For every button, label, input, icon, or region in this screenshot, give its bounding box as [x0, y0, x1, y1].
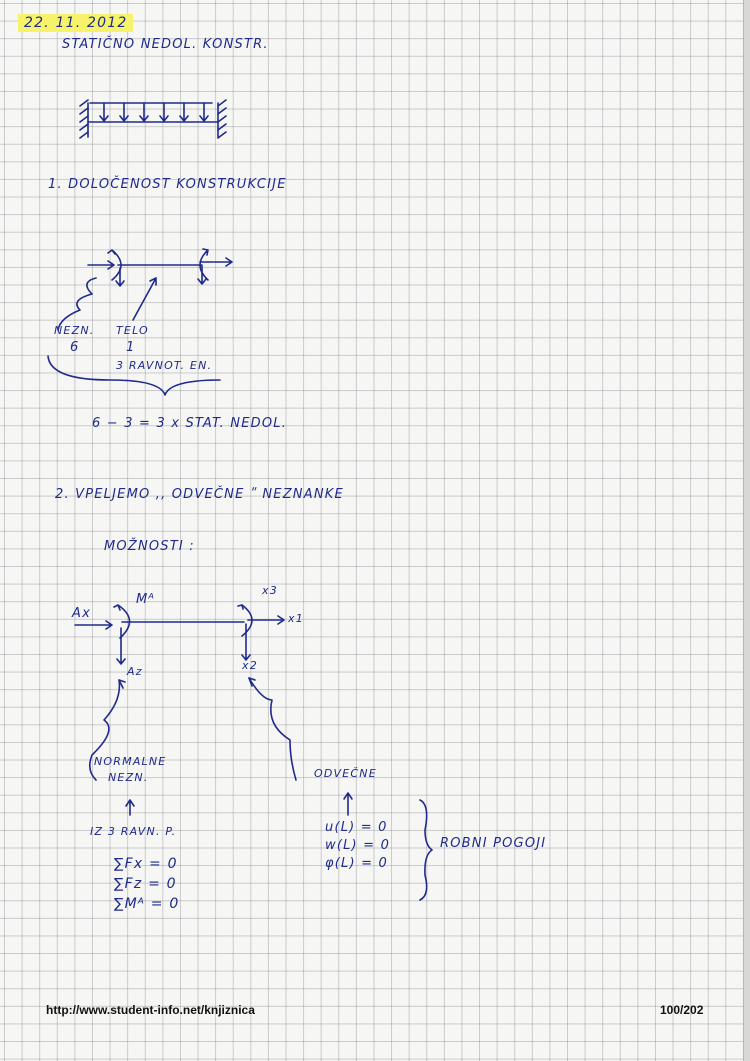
section2-heading: 2. VPELJEMO ‚‚ ODVEČNE ʺ NEZNANKE — [55, 487, 344, 502]
moznosti-label: MOŽNOSTI : — [104, 539, 195, 554]
fixed-beam-sketch — [80, 100, 226, 138]
label-x3: x3 — [262, 584, 278, 597]
page-title: STATIČNO NEDOL. KONSTR. — [62, 37, 269, 52]
determinacy-result: 6 − 3 = 3 x STAT. NEDOL. — [92, 416, 288, 431]
odvecne-label: ODVEČNE — [314, 767, 377, 780]
footer-url: http://www.student-info.net/knjiznica — [46, 1003, 255, 1017]
label-ravnot: 3 RAVNOT. EN. — [116, 359, 213, 372]
equation-ma: ∑Mᴬ = 0 — [114, 896, 180, 912]
section1-heading: 1. DOLOČENOST KONSTRUKCIJE — [48, 177, 287, 192]
page-date: 22. 11. 2012 — [18, 14, 133, 32]
normalne-label-1: NORMALNE — [94, 755, 167, 768]
robni-pogoji-label: ROBNI POGOJI — [440, 836, 547, 851]
label-ma: Mᴬ — [136, 592, 156, 607]
equation-fx: ∑Fx = 0 — [114, 856, 178, 872]
iz-ravn-label: IZ 3 RAVN. P. — [90, 825, 177, 838]
label-nezn-count: 6 — [70, 340, 80, 355]
equation-fz: ∑Fz = 0 — [114, 876, 177, 892]
footer-page-number: 100/202 — [660, 1003, 704, 1017]
label-ax: Ax — [72, 606, 91, 621]
determinacy-sketch — [48, 249, 232, 395]
label-az: Az — [127, 665, 143, 678]
label-x2: x2 — [242, 659, 258, 672]
label-telo-count: 1 — [126, 340, 136, 355]
label-x1: x1 — [288, 612, 304, 625]
boundary-condition-w: w(L) = 0 — [325, 838, 391, 853]
boundary-condition-u: u(L) = 0 — [325, 820, 388, 835]
label-nezn: NEZN. — [54, 324, 95, 337]
label-telo: TELO — [116, 324, 149, 337]
boundary-condition-phi: φ(L) = 0 — [325, 856, 388, 871]
normalne-label-2: NEZN. — [108, 771, 149, 784]
